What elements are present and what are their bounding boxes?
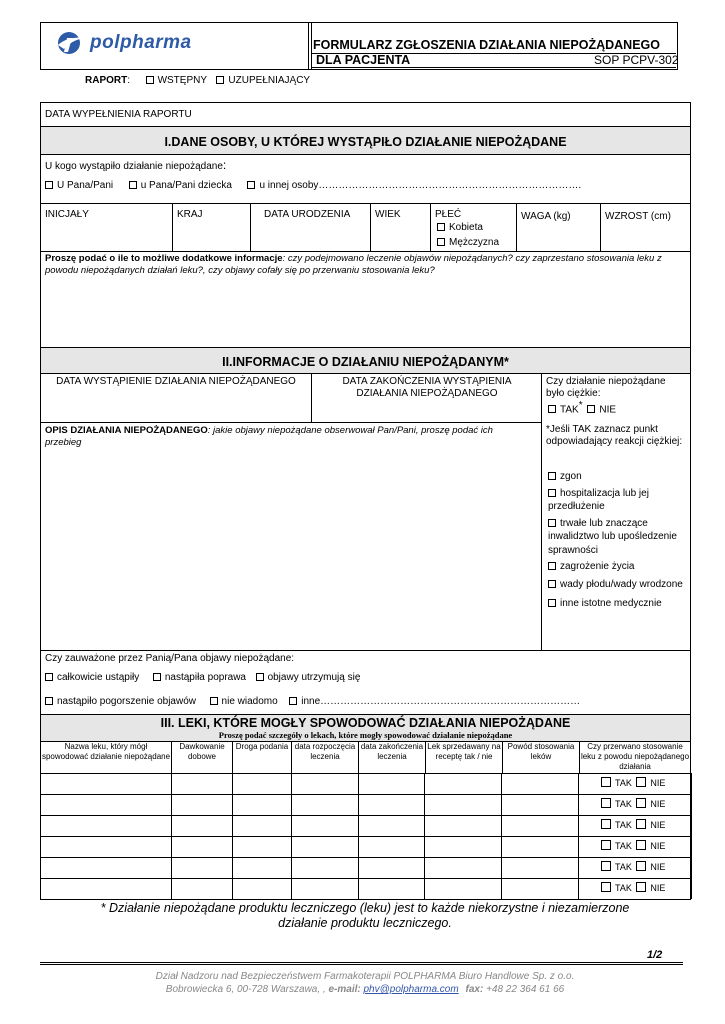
medicine-row — [0, 878, 725, 899]
medicine-cell-input[interactable] — [425, 879, 500, 898]
medicine-cell-input[interactable] — [233, 858, 290, 877]
stopped-yes-checkbox[interactable] — [601, 819, 611, 829]
stopped-yes-checkbox[interactable] — [601, 798, 611, 808]
stopped-yes-label: TAK — [615, 883, 632, 893]
serious-question: Czy działanie niepożądane było ciężkie: — [546, 376, 666, 399]
col-stopped: Czy przerwano stosowanie leku z powodu niepożądanego działania — [580, 742, 691, 774]
description-textarea[interactable] — [42, 452, 539, 648]
unknown-checkbox[interactable] — [210, 697, 218, 705]
resolution-row1: całkowicie ustąpiły nastąpiła poprawa objawy utrzymują się — [45, 672, 360, 683]
section3-title: III. LEKI, KTÓRE MOGŁY SPOWODOWAĆ DZIAŁANIA NIEPOŻĄDANE — [160, 716, 571, 730]
logo-symbol-icon — [56, 30, 86, 56]
medicine-cell-input[interactable] — [502, 879, 577, 898]
resolution-question: Czy zauważone przez Panią/Pana objawy niepożądane: — [45, 653, 295, 664]
who-child-checkbox[interactable] — [129, 181, 137, 189]
stopped-yes-label: TAK — [615, 841, 632, 851]
serious-option-hospital: hospitalizacja lub jej przedłużenie — [548, 487, 649, 512]
form-title-line2: DLA PACJENTA — [316, 53, 411, 67]
who-child-label: u Pana/Pani dziecka — [140, 180, 232, 191]
sex-label: PŁEĆ — [435, 209, 462, 220]
stopped-yes-label: TAK — [615, 778, 632, 788]
medicine-cell-input[interactable] — [359, 795, 423, 814]
serious-disability-checkbox[interactable] — [548, 519, 556, 527]
serious-option-death: zgon — [548, 470, 686, 484]
who-options — [45, 180, 581, 191]
medicine-cell-input[interactable] — [233, 774, 290, 793]
age-label: WIEK — [375, 209, 401, 220]
raport-followup-checkbox[interactable] — [216, 76, 224, 84]
medicine-cell-input[interactable] — [233, 795, 290, 814]
medicine-row — [0, 794, 725, 815]
footnote: * Działanie niepożądane produktu leczniczego (leku) jest to każde niekorzystne i niezamierzone działanie produktu leczniczego. — [100, 901, 630, 930]
stopped-no-label: NIE — [650, 820, 666, 830]
medicine-cell-input[interactable] — [233, 816, 290, 835]
col-name: Nazwa leku, który mógł spowodować działanie niepożądane — [41, 742, 172, 774]
raport-label: RAPORT — [85, 75, 128, 86]
resolution-row2: nastąpiło pogorszenie objawów nie wiadomo inne…………………………………………………………………… — [45, 696, 580, 707]
serious-no-checkbox[interactable] — [587, 405, 595, 413]
sex-female-checkbox[interactable] — [437, 223, 445, 231]
serious-option-other: inne istotne medycznie — [548, 596, 686, 612]
who-self-label: U Pana/Pani — [57, 180, 114, 191]
medicine-cell-input[interactable] — [172, 795, 231, 814]
serious-yes-no: TAK* NIE — [548, 400, 616, 415]
stopped-no-checkbox[interactable] — [636, 840, 646, 850]
who-self-checkbox[interactable] — [45, 181, 53, 189]
company-name: polpharma — [90, 32, 192, 53]
serious-options — [548, 470, 686, 612]
serious-option-birth-defect: wady płodu/wady wrodzone — [548, 577, 686, 593]
country-label: KRAJ — [177, 209, 203, 220]
medicine-cell-input[interactable] — [41, 795, 170, 814]
birth-date-label: DATA URODZENIA — [264, 209, 351, 220]
serious-hospital-checkbox[interactable] — [548, 489, 556, 497]
raport-followup-label: UZUPEŁNIAJĄCY — [228, 75, 311, 86]
stopped-yes-no — [601, 798, 665, 809]
persisting-checkbox[interactable] — [256, 673, 264, 681]
serious-death-checkbox[interactable] — [548, 472, 556, 480]
start-date-label: DATA WYSTĄPIENIE DZIAŁANIA NIEPOŻĄDANEGO — [56, 376, 296, 387]
stopped-yes-checkbox[interactable] — [601, 882, 611, 892]
end-date-label: DATA ZAKOŃCZENIA WYSTĄPIENIA DZIAŁANIA NIEPOŻĄDANEGO — [342, 376, 512, 399]
col-reason: Powód stosowania leków — [503, 742, 580, 774]
medicine-cell-input[interactable] — [502, 837, 577, 856]
stopped-no-checkbox[interactable] — [636, 861, 646, 871]
stopped-yes-checkbox[interactable] — [601, 861, 611, 871]
stopped-no-checkbox[interactable] — [636, 882, 646, 892]
fill-date-input[interactable] — [190, 104, 685, 124]
resolved-checkbox[interactable] — [45, 673, 53, 681]
sop-code: SOP PCPV-302 — [594, 53, 679, 67]
medicine-cell-input[interactable] — [359, 816, 423, 835]
stopped-yes-label: TAK — [615, 820, 632, 830]
height-label: WZROST (cm) — [605, 211, 671, 222]
stopped-no-checkbox[interactable] — [636, 819, 646, 829]
medicine-cell-input[interactable] — [425, 774, 500, 793]
stopped-no-checkbox[interactable] — [636, 777, 646, 787]
initials-label: INICJAŁY — [45, 209, 89, 220]
medicine-cell-input[interactable] — [292, 795, 357, 814]
raport-initial-checkbox[interactable] — [146, 76, 154, 84]
medicine-cell-input[interactable] — [359, 837, 423, 856]
stopped-no-label: NIE — [650, 841, 666, 851]
form-title-line1: FORMULARZ ZGŁOSZENIA DZIAŁANIA NIEPOŻĄDANEGO — [313, 38, 660, 52]
medicine-cell-input[interactable] — [292, 858, 357, 877]
stopped-no-label: NIE — [650, 862, 666, 872]
serious-life-threat-checkbox[interactable] — [548, 562, 556, 570]
medicine-cell-input[interactable] — [233, 837, 290, 856]
section1-title: I.DANE OSOBY, U KTÓREJ WYSTĄPIŁO DZIAŁANIE NIEPOŻĄDANE — [164, 135, 567, 149]
col-route: Droga podania — [233, 742, 292, 774]
medicine-cell-input[interactable] — [292, 816, 357, 835]
additional-info: Proszę podać o ile to możliwe dodatkowe informacje: czy podejmowano leczenie objawów niepożądanych? czy zaprzestano stosowania leku z powodu niepożądanych działań leku?, czy objawy cofały się po przerwaniu stosowania leku? — [45, 253, 662, 276]
medicine-row — [0, 836, 725, 857]
medicine-cell-input[interactable] — [172, 879, 231, 898]
worsened-checkbox[interactable] — [45, 697, 53, 705]
stopped-yes-label: TAK — [615, 799, 632, 809]
stopped-yes-no — [601, 819, 665, 830]
stopped-yes-checkbox[interactable] — [601, 777, 611, 787]
medicine-cell-input[interactable] — [172, 858, 231, 877]
serious-other-checkbox[interactable] — [548, 599, 556, 607]
stopped-yes-no — [601, 840, 665, 851]
stopped-yes-label: TAK — [615, 862, 632, 872]
medicine-cell-input[interactable] — [502, 774, 577, 793]
who-question: U kogo wystąpiło działanie niepożądane: — [45, 158, 227, 172]
page-number: 1/2 — [647, 949, 663, 961]
col-prescription: Lek sprzedawany na receptę tak / nie — [426, 742, 503, 774]
stopped-yes-checkbox[interactable] — [601, 840, 611, 850]
medicine-cell-input[interactable] — [41, 858, 170, 877]
fill-date-label: DATA WYPEŁNIENIA RAPORTU — [45, 109, 192, 120]
col-end: data zakończenia leczenia — [359, 742, 426, 774]
stopped-yes-no — [601, 777, 665, 788]
serious-birth-defect-checkbox[interactable] — [548, 580, 556, 588]
sex-female: Kobieta — [437, 222, 483, 233]
medicine-cell-input[interactable] — [41, 816, 170, 835]
medicine-cell-input[interactable] — [292, 879, 357, 898]
description-label: OPIS DZIAŁANIA NIEPOŻĄDANEGO: jakie objawy niepożądane obserwował Pan/Pani, proszę podać ich przebieg — [45, 425, 493, 448]
medicine-cell-input[interactable] — [233, 879, 290, 898]
medicine-cell-input[interactable] — [172, 816, 231, 835]
who-other-label: u innej osoby……………………………………………………………………. — [259, 180, 582, 191]
medicine-cell-input[interactable] — [502, 858, 577, 877]
medicine-cell-input[interactable] — [41, 879, 170, 898]
medicine-cell-input[interactable] — [172, 774, 231, 793]
raport-row: RAPORT: WSTĘPNY UZUPEŁNIAJĄCY — [85, 75, 311, 86]
weight-label: WAGA (kg) — [521, 211, 571, 222]
medicine-cell-input[interactable] — [425, 858, 500, 877]
serious-option-disability: trwałe lub znaczące inwalidztwo lub upośledzenie sprawności — [548, 517, 677, 556]
serious-option-life-threat: zagrożenie życia — [548, 560, 686, 574]
col-start: data rozpoczęcia leczenia — [292, 742, 359, 774]
serious-note: *Jeśli TAK zaznacz punkt odpowiadający reakcji ciężkiej: — [546, 424, 683, 447]
medicine-cell-input[interactable] — [41, 774, 170, 793]
serious-yes-checkbox[interactable] — [548, 405, 556, 413]
raport-initial-label: WSTĘPNY — [157, 75, 207, 86]
medicine-cell-input[interactable] — [359, 879, 423, 898]
medicine-cell-input[interactable] — [425, 816, 500, 835]
medicine-cell-input[interactable] — [425, 837, 500, 856]
medicine-cell-input[interactable] — [292, 837, 357, 856]
footer-email-link[interactable]: phv@polpharma.com — [363, 984, 459, 995]
footer-line1: Dział Nadzoru nad Bezpieczeństwem Farmakoterapii POLPHARMA Biuro Handlowe Sp. z o.o. — [155, 971, 575, 982]
stopped-yes-no — [601, 861, 665, 872]
medicine-cell-input[interactable] — [502, 816, 577, 835]
other-checkbox[interactable] — [289, 697, 297, 705]
footer-line2: Bobrowiecka 6, 00-728 Warszawa, , e-mail: phv@polpharma.com fax: +48 22 364 61 66 — [165, 984, 565, 995]
stopped-no-checkbox[interactable] — [636, 798, 646, 808]
medicine-cell-input[interactable] — [292, 774, 357, 793]
medicine-cell-input[interactable] — [172, 837, 231, 856]
section3-subtitle: Proszę podać szczegóły o lekach, które mogły spowodować działanie niepożądane — [218, 730, 513, 740]
stopped-no-label: NIE — [650, 799, 666, 809]
medicine-cell-input[interactable] — [502, 795, 577, 814]
medicines-header-row — [41, 742, 691, 774]
section2-title: II.INFORMACJE O DZIAŁANIU NIEPOŻĄDANYM* — [222, 355, 509, 369]
footer-fax: +48 22 364 61 66 — [486, 984, 565, 995]
medicine-row — [0, 773, 725, 794]
medicine-cell-input[interactable] — [425, 795, 500, 814]
stopped-no-label: NIE — [650, 883, 666, 893]
medicines-table — [40, 741, 691, 774]
improved-checkbox[interactable] — [153, 673, 161, 681]
who-other-checkbox[interactable] — [247, 181, 255, 189]
medicine-cell-input[interactable] — [359, 858, 423, 877]
stopped-no-label: NIE — [650, 778, 666, 788]
medicine-row — [0, 815, 725, 836]
sex-male: Mężczyzna — [437, 237, 499, 248]
col-dosage: Dawkowanie dobowe — [172, 742, 233, 774]
additional-info-textarea[interactable] — [42, 280, 689, 346]
medicine-row — [0, 857, 725, 878]
footer-address: Bobrowiecka 6, 00-728 Warszawa, , — [165, 984, 326, 995]
sex-male-checkbox[interactable] — [437, 238, 445, 246]
company-logo — [56, 30, 226, 58]
medicine-cell-input[interactable] — [359, 774, 423, 793]
medicine-cell-input[interactable] — [41, 837, 170, 856]
stopped-yes-no — [601, 882, 665, 893]
